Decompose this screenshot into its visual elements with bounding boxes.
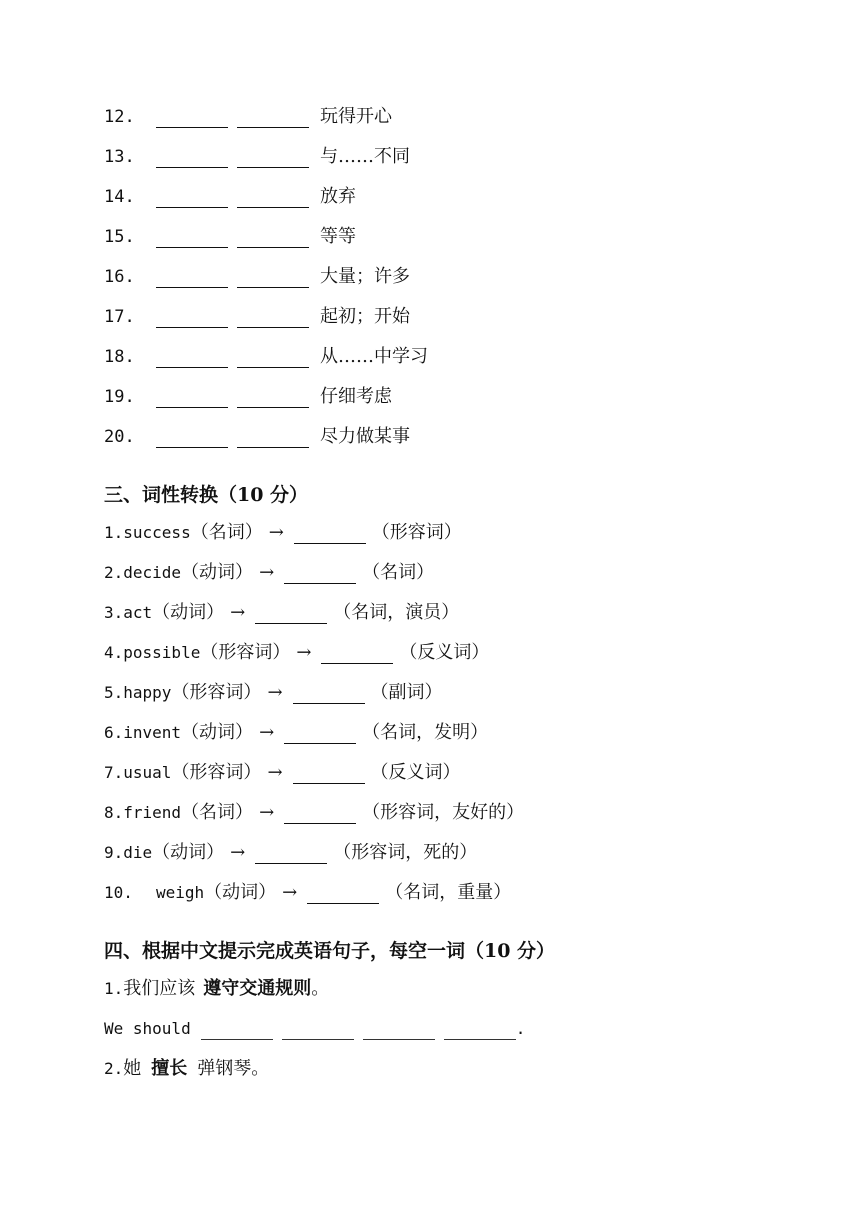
answer-blank[interactable] — [294, 523, 366, 544]
item-number: 17. — [104, 307, 135, 327]
source-word: decide — [123, 563, 182, 582]
conversion-item-8 — [104, 800, 524, 826]
answer-blank[interactable] — [293, 683, 365, 704]
answer-blank[interactable] — [237, 147, 309, 168]
answer-blank[interactable] — [156, 187, 228, 208]
item-number: 3. — [104, 603, 124, 622]
target-part-of-speech: （形容词） — [371, 522, 462, 543]
item-number: 16. — [104, 267, 135, 287]
sentence-text: 弹钢琴。 — [197, 1058, 270, 1079]
sentence-2-chinese — [104, 1056, 269, 1082]
given-part-of-speech: （动词） — [152, 602, 225, 623]
given-part-of-speech: （动词） — [181, 722, 254, 743]
source-word: friend — [123, 803, 182, 822]
source-word: success — [123, 523, 191, 542]
phrase-meaning: 从……中学习 — [320, 346, 428, 367]
answer-blank[interactable] — [237, 267, 309, 288]
arrow-icon: → — [230, 842, 246, 863]
arrow-icon: → — [296, 642, 312, 663]
item-number: 20. — [104, 427, 135, 447]
answer-blank[interactable] — [156, 427, 228, 448]
item-number: 10. — [104, 883, 133, 902]
phrase-meaning: 等等 — [320, 226, 356, 247]
phrase-item-20 — [104, 424, 410, 450]
section-3-title: 三、词性转换（10 分） — [104, 484, 309, 506]
answer-blank[interactable] — [237, 187, 309, 208]
source-word: possible — [123, 643, 201, 662]
item-number: 6. — [104, 723, 124, 742]
sentence-text: 她 — [123, 1058, 142, 1079]
phrase-meaning: 起初；开始 — [320, 306, 410, 327]
phrase-meaning: 与……不同 — [320, 146, 410, 167]
phrase-item-16 — [104, 264, 410, 290]
phrase-item-12 — [104, 104, 392, 130]
conversion-item-3 — [104, 600, 459, 626]
item-number: 19. — [104, 387, 135, 407]
answer-blank[interactable] — [284, 803, 356, 824]
item-number: 8. — [104, 803, 124, 822]
phrase-item-19 — [104, 384, 392, 410]
given-part-of-speech: （形容词） — [200, 642, 291, 663]
phrase-item-13 — [104, 144, 410, 170]
source-word: die — [123, 843, 153, 862]
given-part-of-speech: （动词） — [181, 562, 254, 583]
answer-blank[interactable] — [293, 763, 365, 784]
arrow-icon: → — [259, 562, 275, 583]
answer-blank[interactable] — [156, 387, 228, 408]
answer-blank[interactable] — [282, 1019, 354, 1040]
item-number: 9. — [104, 843, 124, 862]
item-number: 4. — [104, 643, 124, 662]
item-number: 14. — [104, 187, 135, 207]
conversion-item-5 — [104, 680, 443, 706]
given-part-of-speech: （名词） — [190, 522, 263, 543]
phrase-meaning: 放弃 — [320, 186, 356, 207]
item-number: 12. — [104, 107, 135, 127]
given-part-of-speech: （形容词） — [171, 682, 262, 703]
target-part-of-speech: （名词，发明） — [362, 722, 489, 743]
answer-blank[interactable] — [321, 643, 393, 664]
target-part-of-speech: （名词，重量） — [385, 882, 512, 903]
phrase-item-18 — [104, 344, 428, 370]
conversion-item-9 — [104, 840, 477, 866]
target-part-of-speech: （副词） — [370, 682, 443, 703]
key-phrase: 擅长 — [151, 1058, 188, 1079]
conversion-item-6 — [104, 720, 488, 746]
given-part-of-speech: （动词） — [204, 882, 277, 903]
answer-blank[interactable] — [156, 107, 228, 128]
item-number: 18. — [104, 347, 135, 367]
arrow-icon: → — [267, 682, 283, 703]
sentence-start: We should — [104, 1019, 191, 1038]
arrow-icon: → — [230, 602, 246, 623]
item-number: 15. — [104, 227, 135, 247]
arrow-icon: → — [282, 882, 298, 903]
source-word: invent — [123, 723, 182, 742]
sentence-text: 我们应该 — [123, 978, 196, 999]
conversion-item-1 — [104, 520, 462, 546]
target-part-of-speech: （名词） — [362, 562, 435, 583]
arrow-icon: → — [259, 722, 275, 743]
answer-blank[interactable] — [237, 307, 309, 328]
answer-blank[interactable] — [156, 227, 228, 248]
conversion-item-7 — [104, 760, 461, 786]
item-number: 2. — [104, 563, 124, 582]
answer-blank[interactable] — [284, 563, 356, 584]
sentence-1-chinese — [104, 976, 329, 1002]
target-part-of-speech: （形容词，友好的） — [362, 802, 525, 823]
item-number: 7. — [104, 763, 124, 782]
phrase-item-14 — [104, 184, 356, 210]
answer-blank[interactable] — [237, 107, 309, 128]
phrase-item-17 — [104, 304, 410, 330]
answer-blank[interactable] — [307, 883, 379, 904]
sentence-text: 。 — [311, 978, 330, 999]
phrase-item-15 — [104, 224, 356, 250]
sentence-1-english — [104, 1016, 525, 1042]
arrow-icon: → — [268, 522, 284, 543]
source-word: happy — [123, 683, 172, 702]
answer-blank[interactable] — [156, 347, 228, 368]
item-number: 1. — [104, 523, 124, 542]
phrase-meaning: 玩得开心 — [320, 106, 392, 127]
given-part-of-speech: （名词） — [181, 802, 254, 823]
given-part-of-speech: （形容词） — [171, 762, 262, 783]
arrow-icon: → — [259, 802, 275, 823]
conversion-item-2 — [104, 560, 434, 586]
given-part-of-speech: （动词） — [152, 842, 225, 863]
target-part-of-speech: （反义词） — [399, 642, 490, 663]
source-word: act — [123, 603, 153, 622]
answer-blank[interactable] — [237, 387, 309, 408]
answer-blank[interactable] — [156, 147, 228, 168]
answer-blank[interactable] — [237, 227, 309, 248]
target-part-of-speech: （形容词，死的） — [333, 842, 478, 863]
phrase-meaning: 大量；许多 — [320, 266, 410, 287]
item-number: 2. — [104, 1059, 124, 1078]
answer-blank[interactable] — [255, 843, 327, 864]
answer-blank[interactable] — [156, 307, 228, 328]
sentence-end: . — [515, 1019, 526, 1038]
item-number: 13. — [104, 147, 135, 167]
target-part-of-speech: （名词，演员） — [333, 602, 460, 623]
phrase-meaning: 尽力做某事 — [320, 426, 410, 447]
source-word: usual — [123, 763, 172, 782]
target-part-of-speech: （反义词） — [370, 762, 461, 783]
item-number: 1. — [104, 979, 124, 998]
item-number: 5. — [104, 683, 124, 702]
answer-blank[interactable] — [363, 1019, 435, 1040]
source-word: weigh — [156, 883, 205, 902]
answer-blank[interactable] — [201, 1019, 273, 1040]
conversion-item-4 — [104, 640, 489, 666]
answer-blank[interactable] — [237, 347, 309, 368]
answer-blank[interactable] — [156, 267, 228, 288]
answer-blank[interactable] — [255, 603, 327, 624]
conversion-item-10 — [104, 880, 511, 906]
section-4-title: 四、根据中文提示完成英语句子，每空一词（10 分） — [104, 940, 556, 962]
answer-blank[interactable] — [284, 723, 356, 744]
answer-blank[interactable] — [444, 1019, 516, 1040]
answer-blank[interactable] — [237, 427, 309, 448]
key-phrase: 遵守交通规则 — [203, 978, 312, 999]
arrow-icon: → — [267, 762, 283, 783]
phrase-meaning: 仔细考虑 — [320, 386, 392, 407]
